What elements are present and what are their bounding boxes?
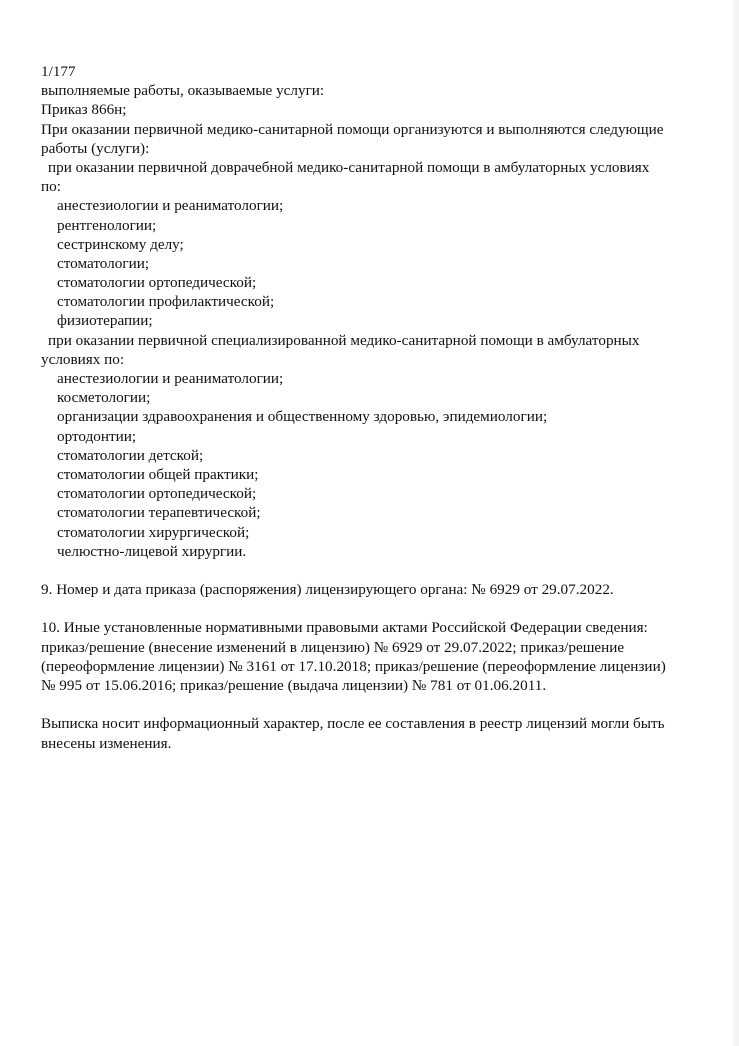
- disclaimer-line: внесены изменения.: [41, 734, 172, 752]
- intro-text-line-2: работы (услуги):: [41, 139, 150, 157]
- item-10-line: (переоформление лицензии) № 3161 от 17.10.2018; приказ/решение (переоформление лицензии): [41, 657, 666, 675]
- spacer: [41, 561, 701, 580]
- page-edge-shadow: [733, 0, 739, 1046]
- page-counter: 1/177: [41, 63, 76, 80]
- list-item: стоматологии ортопедической;: [57, 274, 257, 292]
- list-item: косметологии;: [57, 389, 151, 407]
- section-heading-line-1: при оказании первичной специализированной медико-санитарной помощи в амбулаторных: [48, 331, 640, 349]
- section-specialized-care: [41, 331, 701, 561]
- list-item: сестринскому делу;: [57, 235, 184, 253]
- works-label: выполняемые работы, оказываемые услуги:: [41, 82, 325, 100]
- list-item: стоматологии терапевтической;: [57, 504, 261, 522]
- spacer: [41, 695, 701, 714]
- list-item: физиотерапии;: [57, 312, 153, 330]
- order-number: Приказ 866н;: [41, 101, 127, 119]
- document-content: [41, 62, 701, 753]
- list-item: анестезиологии и реаниматологии;: [57, 197, 284, 215]
- list-item: челюстно-лицевой хирургии.: [57, 542, 247, 560]
- item-9-order-number-date: 9. Номер и дата приказа (распоряжения) лицензирующего органа: № 6929 от 29.07.2022.: [41, 581, 614, 599]
- spacer: [41, 599, 701, 618]
- list-item: стоматологии общей практики;: [57, 465, 259, 483]
- list-item: стоматологии профилактической;: [57, 293, 275, 311]
- section-heading-line-2: условиях по:: [41, 350, 125, 368]
- list-item: анестезиологии и реаниматологии;: [57, 370, 284, 387]
- disclaimer-line: Выписка носит информационный характер, после ее составления в реестр лицензий могли быть: [41, 715, 665, 733]
- intro-text-line-1: При оказании первичной медико-санитарной помощи организуются и выполняются следующие: [41, 120, 664, 138]
- list-item: организации здравоохранения и общественному здоровью, эпидемиологии;: [57, 408, 548, 426]
- item-10-line: приказ/решение (внесение изменений в лицензию) № 6929 от 29.07.2022; приказ/решение: [41, 638, 625, 656]
- list-item: стоматологии ортопедической;: [57, 485, 257, 503]
- section-heading-line-2: по:: [41, 178, 61, 196]
- list-item: стоматологии хирургической;: [57, 523, 250, 541]
- list-item: стоматологии детской;: [57, 446, 204, 464]
- section-heading-line-1: при оказании первичной доврачебной медико-санитарной помощи в амбулаторных условиях: [48, 158, 650, 176]
- item-10-line: № 995 от 15.06.2016; приказ/решение (выдача лицензии) № 781 от 01.06.2011.: [41, 677, 547, 694]
- item-10-other-info: [41, 618, 701, 695]
- list-item: ортодонтии;: [57, 427, 137, 445]
- list-item: рентгенологии;: [57, 216, 157, 234]
- disclaimer: [41, 714, 701, 752]
- item-10-line: 10. Иные установленные нормативными правовыми актами Российской Федерации сведения:: [41, 619, 648, 637]
- list-item: стоматологии;: [57, 254, 150, 272]
- section-prehospital-care: [41, 158, 701, 331]
